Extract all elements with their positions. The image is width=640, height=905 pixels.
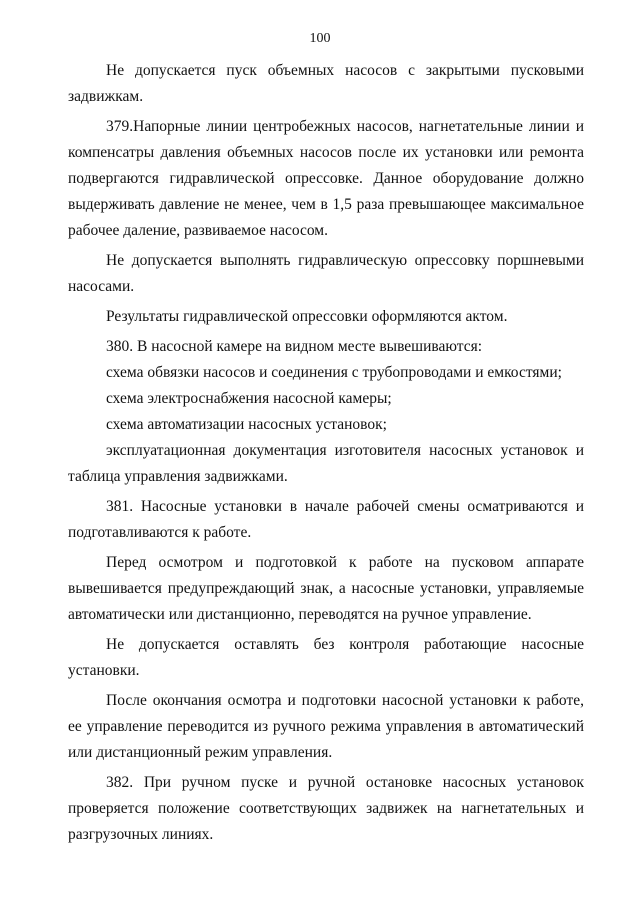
paragraph-379: 379.Напорные линии центробежных насосов, нагнетательные линии и компенсатры давления объемных насосов после их установки или ремонта подвергаются гидравлической опрессовке. Данное оборудование должно выдерживать давление не менее, чем в 1,5 раза превышающее максимальное рабочее даление, развиваемое насосом.	[68, 118, 584, 239]
paragraph-piston-prohibition: Не допускается выполнять гидравлическую опрессовку поршневыми насосами.	[68, 252, 584, 295]
paragraph-381: 381. Насосные установки в начале рабочей смены осматриваются и подготавливаются к работе.	[68, 498, 584, 541]
list-item-automation-scheme: схема автоматизации насосных установок;	[106, 416, 387, 433]
paragraph-unattended-prohibition: Не допускается оставлять без контроля работающие насосные установки.	[68, 636, 584, 679]
document-body	[68, 58, 584, 848]
list-item-piping-scheme: схема обвязки насосов и соединения с трубопроводами и емкостями;	[106, 364, 562, 381]
paragraph-control-mode: После окончания осмотра и подготовки насосной установки к работе, ее управление переводится из ручного режима управления в автоматический или дистанционный режим управления.	[68, 692, 584, 761]
paragraph-startup-prohibition: Не допускается пуск объемных насосов с закрытыми пусковыми задвижкам.	[68, 62, 584, 105]
paragraph-380: 380. В насосной камере на видном месте вывешиваются:	[106, 338, 483, 355]
paragraph-382: 382. При ручном пуске и ручной остановке насосных установок проверяется положение соответствующих задвижек на нагнетательных и разгрузочных линиях.	[68, 774, 584, 843]
paragraph-warning-sign: Перед осмотром и подготовкой к работе на пусковом аппарате вывешивается предупреждающий знак, а насосные установки, управляемые автоматически или дистанционно, переводятся на ручное управление.	[68, 554, 584, 623]
list-item-power-scheme: схема электроснабжения насосной камеры;	[106, 390, 392, 407]
list-item-documentation: эксплуатационная документация изготовителя насосных установок и таблица управления задвижками.	[68, 442, 584, 485]
page-number: 100	[309, 31, 331, 46]
paragraph-test-results: Результаты гидравлической опрессовки оформляются актом.	[106, 308, 508, 325]
